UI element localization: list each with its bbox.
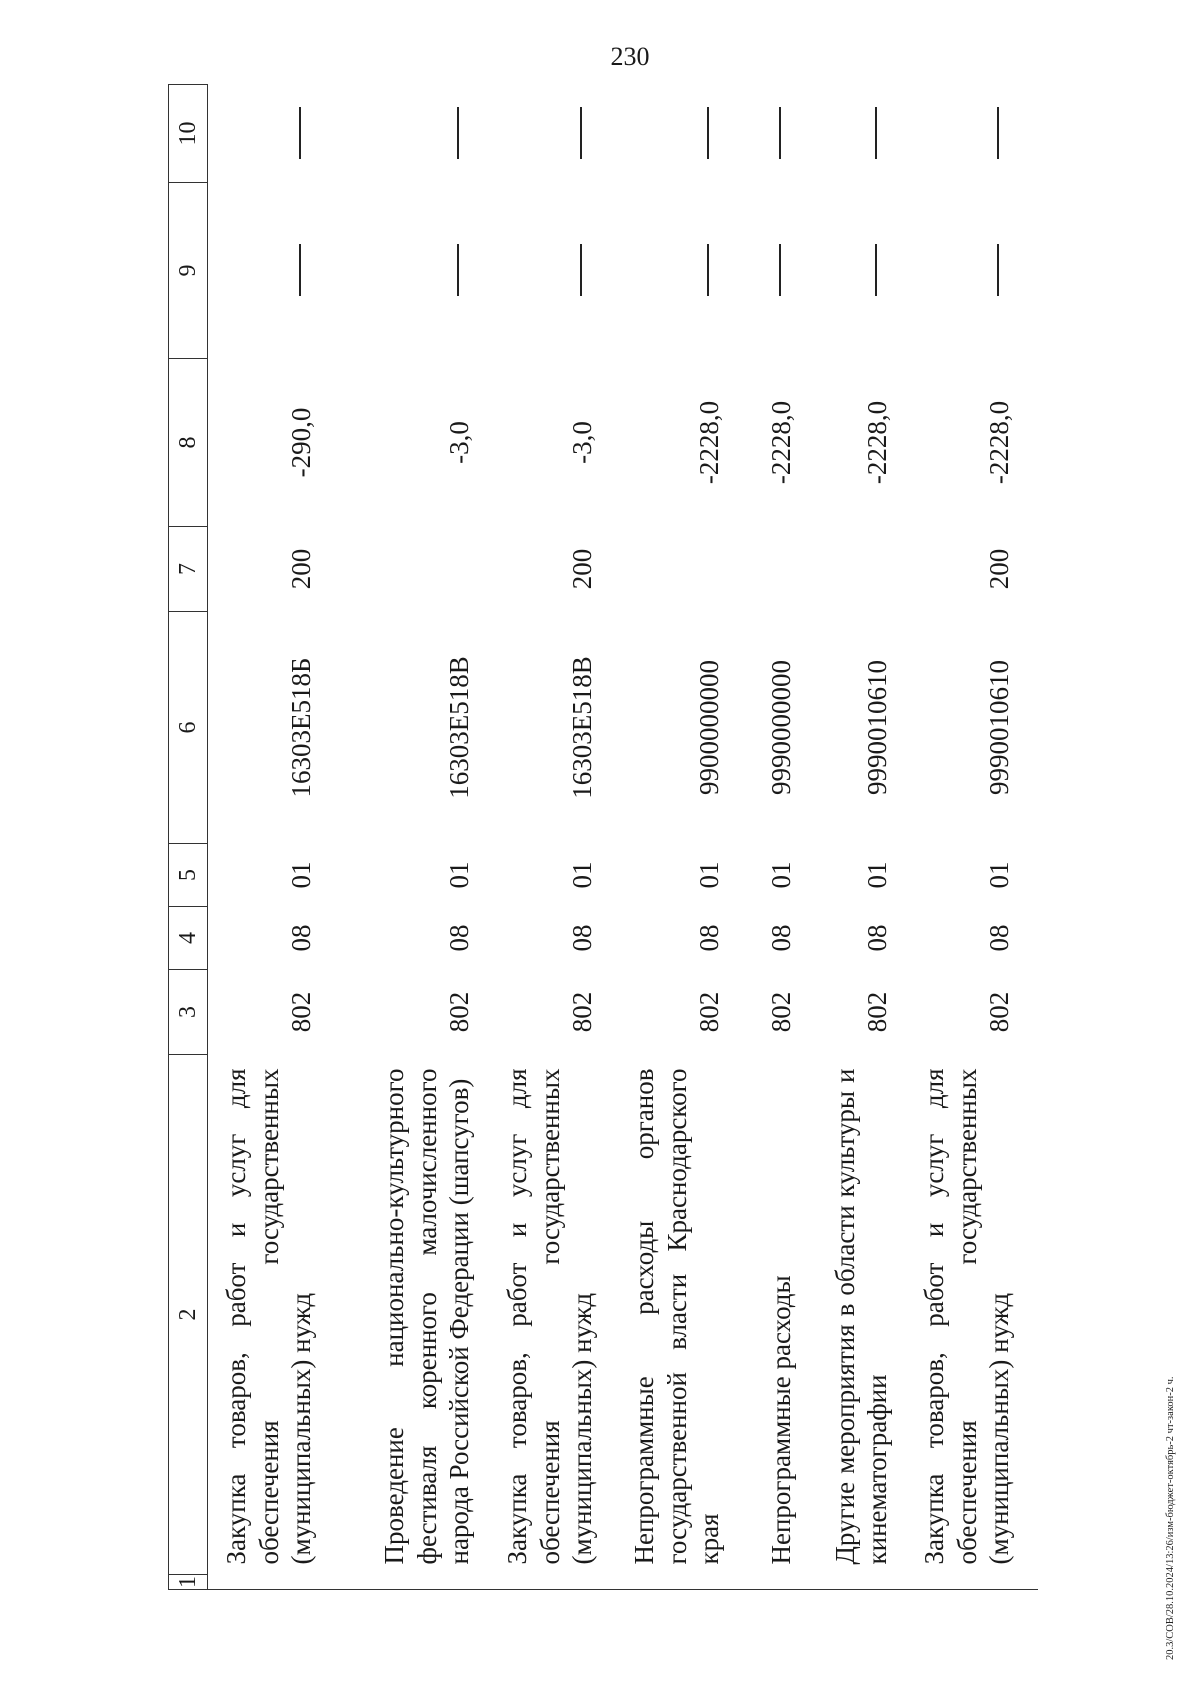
row-index-cell bbox=[340, 1575, 498, 1590]
row-expense-type bbox=[340, 527, 498, 612]
dash-mark bbox=[875, 245, 877, 297]
row-expense-type bbox=[748, 527, 820, 612]
row-grbs: 802 bbox=[984, 991, 1015, 1033]
row-name: Проведение национально-культурного фестиваля коренного малочисленного народа Российской Федерации (шапсугов) bbox=[379, 1068, 475, 1565]
row-target-article: 9990010610 bbox=[984, 660, 1015, 795]
row-col10 bbox=[208, 85, 340, 183]
budget-table-rotated bbox=[168, 85, 1068, 1590]
row-section: 08 bbox=[567, 924, 598, 952]
header-col-8: 8 bbox=[169, 359, 208, 527]
table-row bbox=[820, 85, 916, 1590]
row-section: 08 bbox=[694, 924, 725, 952]
row-amount: -2228,0 bbox=[694, 400, 725, 485]
row-index-cell bbox=[916, 1575, 1038, 1590]
header-col-7: 7 bbox=[169, 527, 208, 612]
row-expense-type: 200 bbox=[286, 548, 317, 590]
row-expense-type: 200 bbox=[984, 548, 1015, 590]
row-target-article: 9990010610 bbox=[862, 660, 893, 795]
header-col-2: 2 bbox=[169, 1055, 208, 1575]
dash-mark bbox=[457, 108, 459, 160]
row-grbs: 802 bbox=[862, 991, 893, 1033]
row-section: 08 bbox=[444, 924, 475, 952]
row-amount: -290,0 bbox=[286, 407, 317, 478]
row-index-cell bbox=[820, 1575, 916, 1590]
row-subsection: 01 bbox=[984, 861, 1015, 889]
row-subsection: 01 bbox=[444, 861, 475, 889]
row-target-article: 16303Е518В bbox=[444, 656, 475, 799]
row-target-article: 16303Е518Б bbox=[286, 657, 317, 798]
dash-mark bbox=[997, 245, 999, 297]
row-grbs: 802 bbox=[694, 991, 725, 1033]
table-row bbox=[621, 85, 748, 1590]
row-section: 08 bbox=[766, 924, 797, 952]
row-subsection: 01 bbox=[694, 861, 725, 889]
row-amount: -2228,0 bbox=[766, 400, 797, 485]
dash-mark bbox=[779, 245, 781, 297]
row-name: Закупка товаров, работ и услуг для обеспечения государственных (муниципальных) нужд bbox=[221, 1068, 317, 1565]
row-target-article: 9900000000 bbox=[694, 660, 725, 795]
row-grbs: 802 bbox=[286, 991, 317, 1033]
row-amount: -2228,0 bbox=[862, 400, 893, 485]
header-col-10: 10 bbox=[169, 85, 208, 183]
row-index-cell bbox=[498, 1575, 621, 1590]
row-col10 bbox=[340, 85, 498, 183]
dash-mark bbox=[457, 245, 459, 297]
row-grbs: 802 bbox=[766, 991, 797, 1033]
row-col9 bbox=[748, 183, 820, 359]
dash-mark bbox=[299, 245, 301, 297]
row-subsection: 01 bbox=[567, 861, 598, 889]
row-col9 bbox=[340, 183, 498, 359]
row-index-cell bbox=[748, 1575, 820, 1590]
header-col-9: 9 bbox=[169, 183, 208, 359]
row-subsection: 01 bbox=[766, 861, 797, 889]
table-row bbox=[498, 85, 621, 1590]
row-name: Непрограммные расходы органов государственной власти Краснодарского края bbox=[629, 1068, 725, 1565]
dash-mark bbox=[875, 108, 877, 160]
header-col-5: 5 bbox=[169, 844, 208, 907]
row-amount: -3,0 bbox=[567, 421, 598, 464]
dash-mark bbox=[299, 108, 301, 160]
row-col9 bbox=[208, 183, 340, 359]
row-col10 bbox=[916, 85, 1038, 183]
row-col10 bbox=[820, 85, 916, 183]
row-col9 bbox=[916, 183, 1038, 359]
row-expense-type bbox=[820, 527, 916, 612]
row-name: Другие мероприятия в области культуры и кинематографии bbox=[829, 1068, 893, 1565]
row-col10 bbox=[748, 85, 820, 183]
row-section: 08 bbox=[286, 924, 317, 952]
dash-mark bbox=[580, 108, 582, 160]
header-col-4: 4 bbox=[169, 907, 208, 970]
header-col-3: 3 bbox=[169, 970, 208, 1055]
header-col-1: 1 bbox=[169, 1575, 208, 1590]
row-col10 bbox=[498, 85, 621, 183]
row-amount: -2228,0 bbox=[984, 400, 1015, 485]
row-col9 bbox=[820, 183, 916, 359]
dash-mark bbox=[707, 245, 709, 297]
document-footer-code: 20.3/СОВ/28.10.2024/13:26/изм-бюджет-октябрь-2 чт-закон-2 ч. bbox=[1165, 1376, 1176, 1660]
row-col9 bbox=[621, 183, 748, 359]
row-name: Закупка товаров, работ и услуг для обеспечения государственных (муниципальных) нужд bbox=[919, 1068, 1015, 1565]
dash-mark bbox=[707, 108, 709, 160]
table-row bbox=[340, 85, 498, 1590]
row-expense-type: 200 bbox=[567, 548, 598, 590]
budget-table bbox=[168, 84, 1038, 1590]
row-target-article: 16303Е518В bbox=[567, 656, 598, 799]
row-name: Закупка товаров, работ и услуг для обеспечения государственных (муниципальных) нужд bbox=[502, 1068, 598, 1565]
row-grbs: 802 bbox=[567, 991, 598, 1033]
table-row bbox=[748, 85, 820, 1590]
row-target-article: 9990000000 bbox=[766, 660, 797, 795]
row-subsection: 01 bbox=[862, 861, 893, 889]
dash-mark bbox=[580, 245, 582, 297]
row-expense-type bbox=[621, 527, 748, 612]
row-name: Непрограммные расходы bbox=[766, 1275, 797, 1565]
table-row bbox=[916, 85, 1038, 1590]
table-row bbox=[208, 85, 340, 1590]
header-row bbox=[169, 85, 208, 1590]
row-index-cell bbox=[621, 1575, 748, 1590]
row-grbs: 802 bbox=[444, 991, 475, 1033]
row-subsection: 01 bbox=[286, 861, 317, 889]
row-section: 08 bbox=[984, 924, 1015, 952]
row-col9 bbox=[498, 183, 621, 359]
row-amount: -3,0 bbox=[444, 421, 475, 464]
row-col10 bbox=[621, 85, 748, 183]
header-col-6: 6 bbox=[169, 612, 208, 844]
dash-mark bbox=[997, 108, 999, 160]
row-index-cell bbox=[208, 1575, 340, 1590]
page-number: 230 bbox=[610, 42, 650, 71]
dash-mark bbox=[779, 108, 781, 160]
row-section: 08 bbox=[862, 924, 893, 952]
